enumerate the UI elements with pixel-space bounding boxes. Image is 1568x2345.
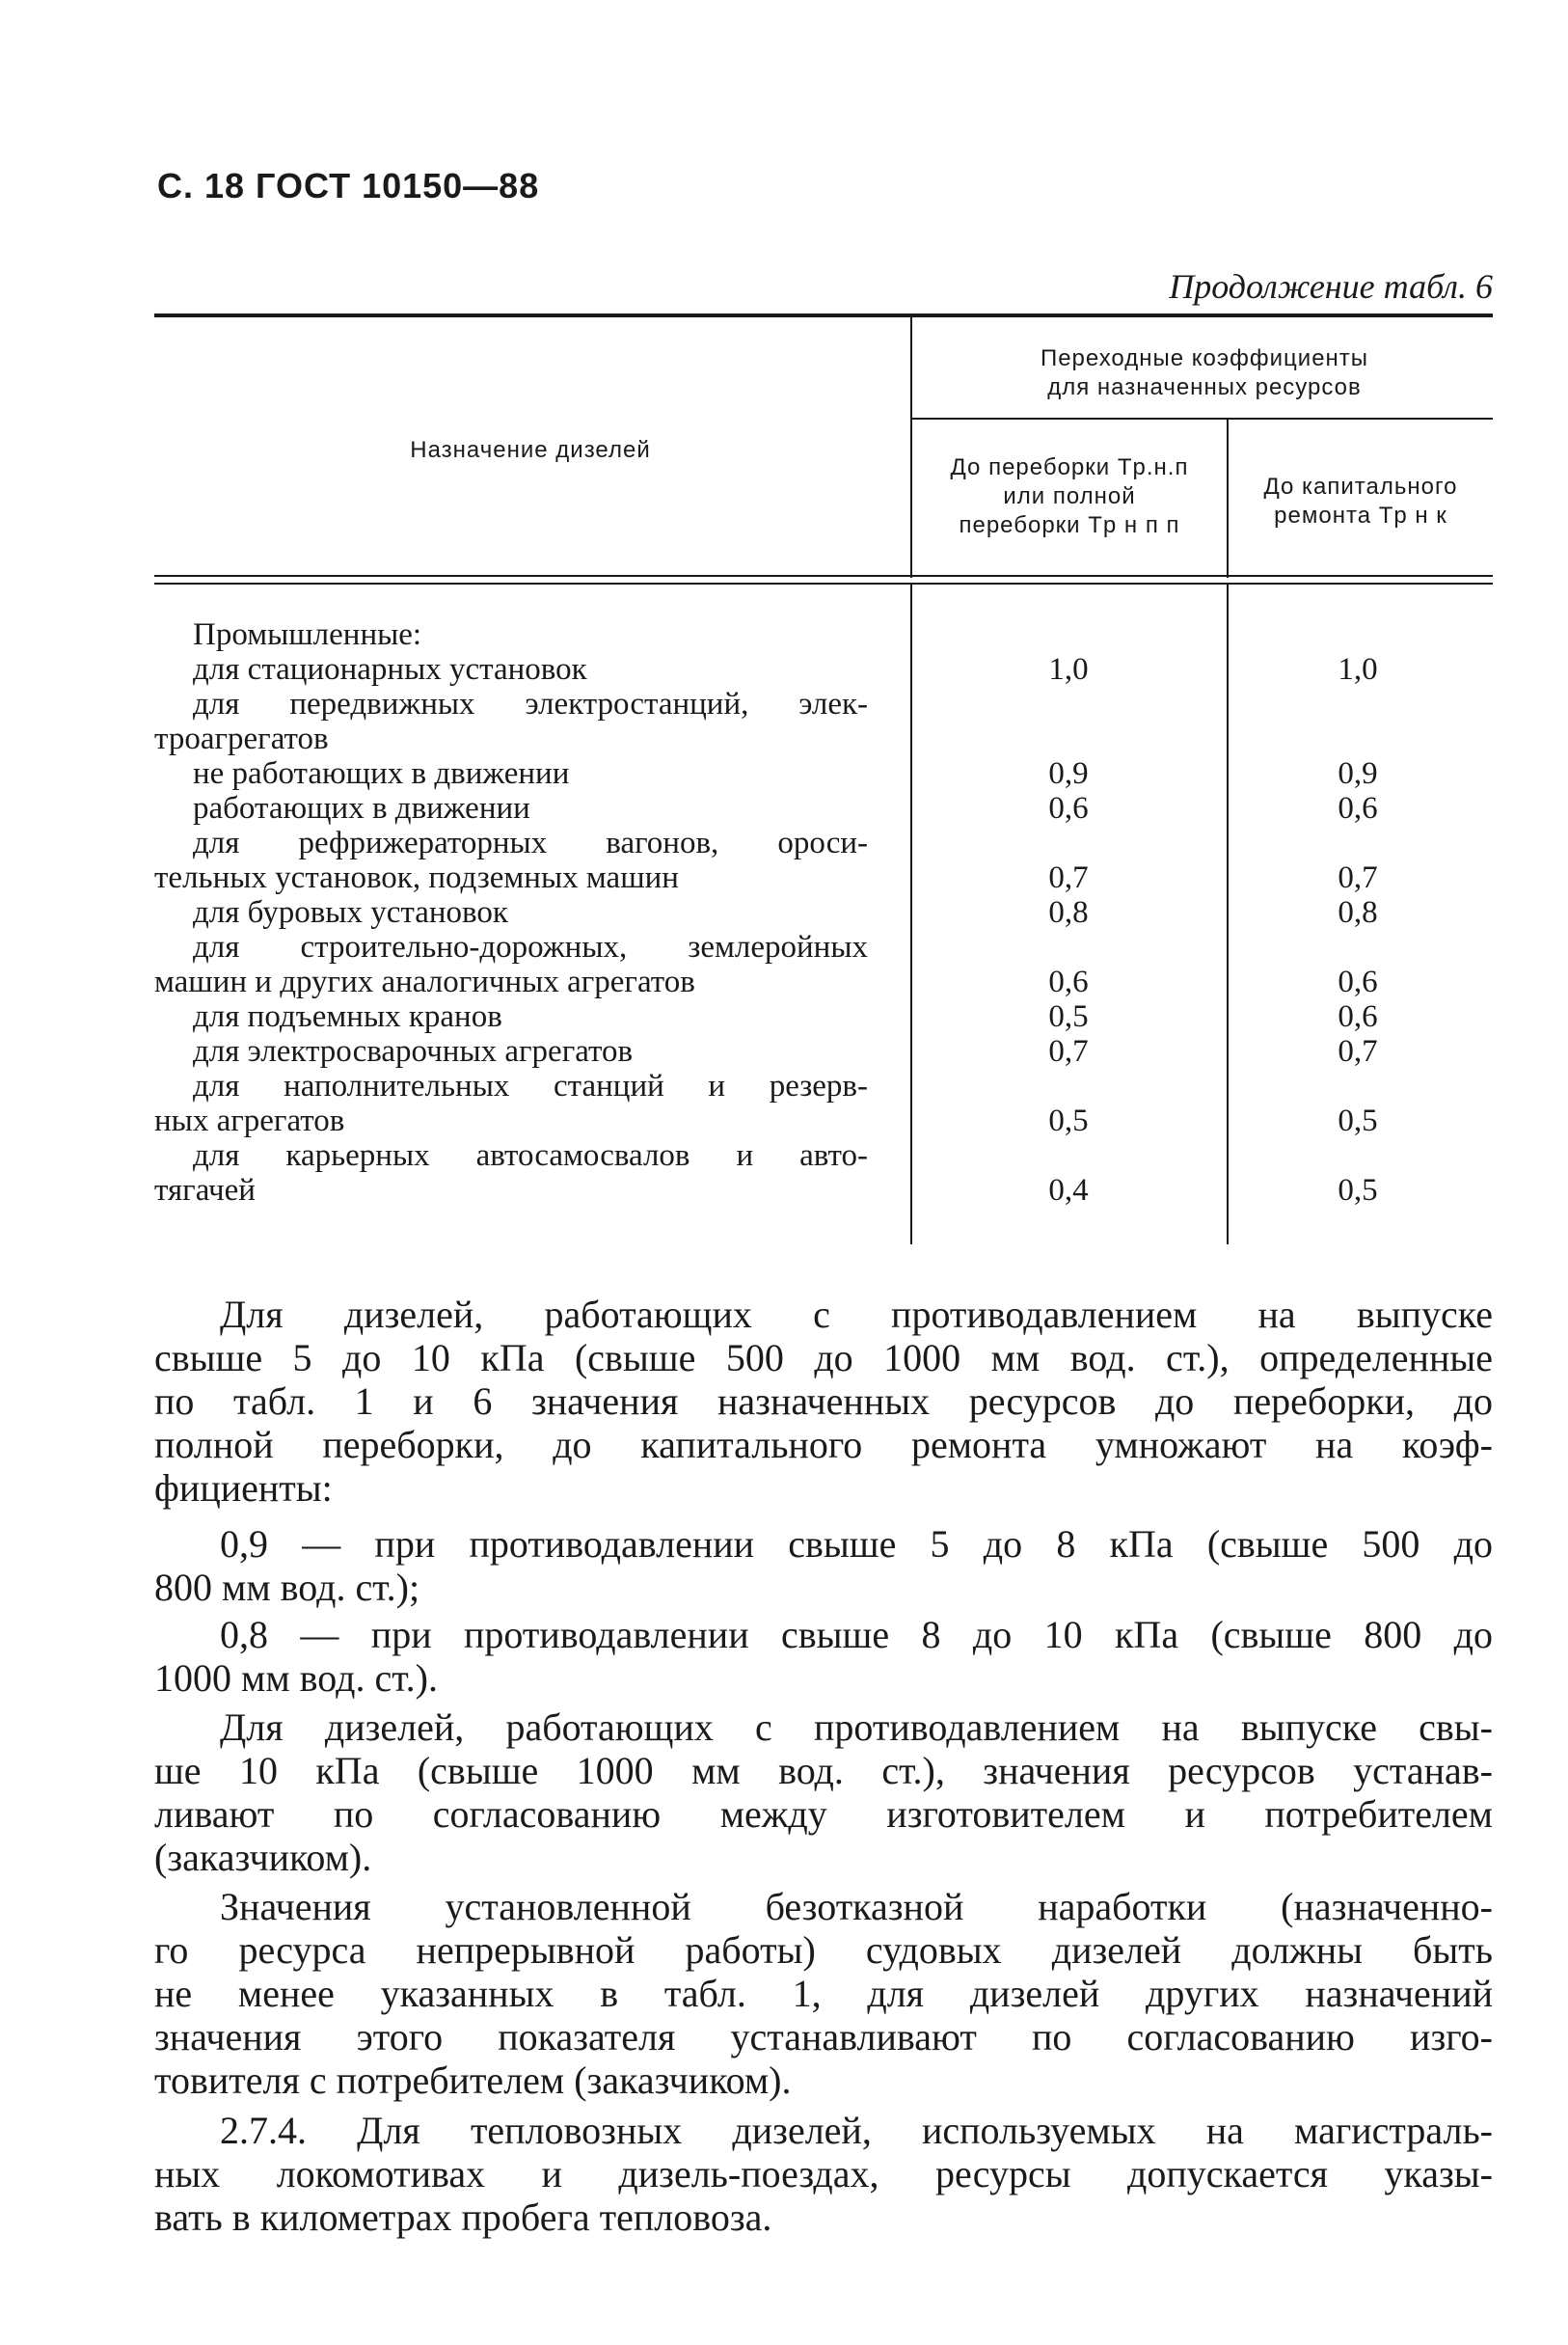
text-line: 2.7.4. Для тепловозных дизелей, используемых на магистраль- [220, 2109, 1493, 2152]
header-overhaul-line-1: До переборки Tр.н.п [950, 454, 1189, 480]
text-line: свыше 5 до 10 кПа (свыше 500 до 1000 мм вод. ст.), определенные [154, 1336, 1493, 1379]
row-label-moving: работающих в движении [193, 791, 530, 826]
text-line: товителя с потребителем (заказчиком). [154, 2059, 792, 2102]
row-value-capital: 0,8 [1338, 895, 1378, 930]
group-header-rule [912, 418, 1493, 420]
group-title: Промышленные: [193, 617, 422, 652]
row-value-capital: 1,0 [1338, 652, 1378, 687]
row-label-mobile-power-stations-cont: троагрегатов [154, 722, 329, 756]
row-value-overhaul: 0,5 [1048, 1104, 1089, 1138]
row-label-road-construction: для строительно-дорожных, землеройных [193, 930, 868, 965]
header-transition-coefficients [916, 344, 1493, 402]
row-value-overhaul: 0,4 [1048, 1173, 1089, 1208]
text-line: 0,9 — при противодавлении свыше 5 до 8 кПа (свыше 500 до [220, 1522, 1493, 1566]
paragraph-above-10kpa [154, 1705, 1493, 1879]
column-divider-1-body [910, 585, 912, 1244]
row-value-capital: 0,6 [1338, 791, 1378, 826]
text-line: ных локомотивах и дизель-поездах, ресурсы допускается указы- [154, 2152, 1493, 2195]
header-bottom-rule [154, 575, 1493, 577]
row-value-capital: 0,5 [1338, 1104, 1378, 1138]
paragraph-marine-diesels [154, 1885, 1493, 2102]
text-line: Значения установленной безотказной наработки (назначенно- [220, 1885, 1493, 1928]
row-label-welding-units: для электросварочных агрегатов [193, 1034, 634, 1069]
text-line: по табл. 1 и 6 значения назначенных ресурсов до переборки, до [154, 1379, 1493, 1423]
row-value-capital: 0,7 [1338, 860, 1378, 895]
row-value-overhaul: 0,5 [1048, 999, 1089, 1034]
row-value-capital: 0,5 [1338, 1173, 1378, 1208]
text-line: ливают по согласованию между изготовителем и потребителем [154, 1792, 1493, 1836]
table-caption: Продолжение табл. 6 [1169, 267, 1493, 306]
header-transition-coefficients-line-1: Переходные коэффициенты [1040, 345, 1369, 371]
paragraph-2-7-4 [154, 2109, 1493, 2239]
text-line: 0,8 — при противодавлении свыше 8 до 10 кПа (свыше 800 до [220, 1613, 1493, 1656]
row-label-refrigerator-cars-cont: тельных установок, подземных машин [154, 860, 679, 895]
page-header: С. 18 ГОСТ 10150—88 [157, 166, 540, 205]
row-label-mobile-power-stations: для передвижных электростанций, элек- [193, 687, 868, 722]
row-value-capital: 0,6 [1338, 999, 1378, 1034]
row-label-filling-stations: для наполнительных станций и резерв- [193, 1069, 868, 1104]
row-label-quarry-trucks-cont: тягачей [154, 1173, 256, 1208]
text-line: Для дизелей, работающих с противодавлением на выпуске [220, 1293, 1493, 1336]
row-label-cranes: для подъемных кранов [193, 999, 502, 1034]
header-capital-repair-line-2: ремонта Tр н к [1274, 503, 1447, 529]
header-purpose: Назначение дизелей [410, 437, 651, 463]
text-line: не менее указанных в табл. 1, для дизелей других назначений [154, 1972, 1493, 2015]
column-divider-2-body [1227, 585, 1229, 1244]
header-overhaul-line-3: переборки Tр н п п [959, 512, 1180, 538]
row-label-filling-stations-cont: ных агрегатов [154, 1104, 345, 1138]
header-transition-coefficients-line-2: для назначенных ресурсов [1047, 374, 1362, 400]
row-value-overhaul: 0,7 [1048, 860, 1089, 895]
paragraph-coefficient-09 [154, 1522, 1493, 1609]
row-label-drilling-rigs: для буровых установок [193, 895, 508, 930]
row-value-capital: 0,6 [1338, 965, 1378, 999]
row-value-overhaul: 0,9 [1048, 756, 1089, 791]
row-value-overhaul: 1,0 [1048, 652, 1089, 687]
header-capital-repair [1229, 473, 1493, 531]
text-line: вать в километрах пробега тепловоза. [154, 2195, 772, 2239]
row-label-road-construction-cont: машин и других аналогичных агрегатов [154, 965, 695, 999]
header-overhaul-line-2: или полной [1003, 483, 1136, 509]
header-capital-repair-line-1: До капитального [1263, 474, 1458, 500]
row-value-overhaul: 0,6 [1048, 791, 1089, 826]
row-value-overhaul: 0,8 [1048, 895, 1089, 930]
row-value-capital: 0,9 [1338, 756, 1378, 791]
text-line: го ресурса непрерывной работы) судовых дизелей должны быть [154, 1928, 1493, 1972]
row-label-quarry-trucks: для карьерных автосамосвалов и авто- [193, 1138, 868, 1173]
text-line: 1000 мм вод. ст.). [154, 1656, 438, 1700]
paragraph-backpressure [154, 1293, 1493, 1510]
header-bottom-rule-2 [154, 583, 1493, 585]
text-line: (заказчиком). [154, 1836, 372, 1879]
paragraph-coefficient-08 [154, 1613, 1493, 1700]
text-line: значения этого показателя устанавливают по согласованию изго- [154, 2015, 1493, 2059]
row-label-stationary: для стационарных установок [193, 652, 587, 687]
row-label-refrigerator-cars: для рефрижераторных вагонов, ороси- [193, 826, 868, 860]
row-label-not-moving: не работающих в движении [193, 756, 570, 791]
row-value-overhaul: 0,7 [1048, 1034, 1089, 1069]
text-line: фициенты: [154, 1466, 333, 1510]
text-line: Для дизелей, работающих с противодавлением на выпуске свы- [220, 1705, 1493, 1749]
text-line: 800 мм вод. ст.); [154, 1566, 420, 1609]
text-line: полной переборки, до капитального ремонта умножают на коэф- [154, 1423, 1493, 1466]
header-overhaul [912, 453, 1227, 540]
text-line: ше 10 кПа (свыше 1000 мм вод. ст.), значения ресурсов устанав- [154, 1749, 1493, 1792]
row-value-overhaul: 0,6 [1048, 965, 1089, 999]
table-top-rule [154, 314, 1493, 317]
row-value-capital: 0,7 [1338, 1034, 1378, 1069]
